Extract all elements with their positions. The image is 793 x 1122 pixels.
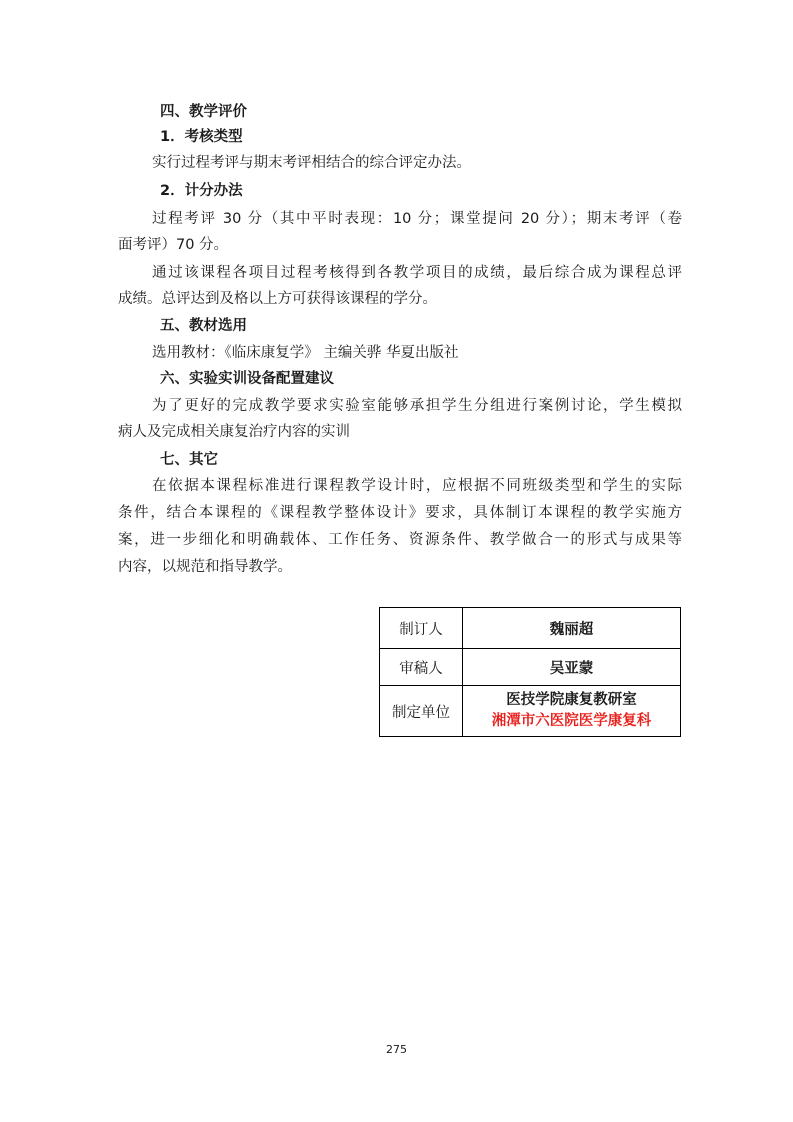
unit-value-cell [463,686,681,737]
section-6-title: 六、实验实训设备配置建议 [160,371,334,387]
reviewer-value: 吴亚蒙 [463,649,681,686]
signature-row-unit [380,686,681,737]
section-4-3-text-line-2: 成绩。总评达到及格以上方可获得该课程的学分。 [118,291,437,307]
page-number: 275 [386,1043,407,1056]
section-7-text-line-1: 在依据本课程标准进行课程教学设计时，应根据不同班级类型和学生的实际 [152,478,682,494]
signature-row-reviewer [380,649,681,686]
signature-row-drafter [380,608,681,649]
section-5-text: 选用教材：《临床康复学》 主编关骅 华夏出版社 [152,345,459,361]
section-4-2-title: 2．计分办法 [160,183,243,199]
section-5-title: 五、教材选用 [160,318,247,334]
drafter-label: 制订人 [380,608,463,649]
section-6-text-line-1: 为了更好的完成教学要求实验室能够承担学生分组进行案例讨论，学生模拟 [152,398,682,414]
section-4-3-text-line-1: 通过该课程各项目过程考核得到各教学项目的成绩，最后综合成为课程总评 [152,265,682,281]
reviewer-label: 审稿人 [380,649,463,686]
section-4-title: 四、教学评价 [160,104,247,120]
section-4-1-title: 1．考核类型 [160,129,243,145]
unit-label: 制定单位 [380,686,463,737]
section-4-1-text: 实行过程考评与期末考评相结合的综合评定办法。 [152,155,471,171]
drafter-value: 魏丽超 [463,608,681,649]
unit-value-primary: 医技学院康复教研室 [506,692,637,708]
section-7-text-line-3: 案，进一步细化和明确载体、工作任务、资源条件、教学做合一的形式与成果等 [118,532,682,548]
section-7-text-line-2: 条件，结合本课程的《课程教学整体设计》要求，具体制订本课程的教学实施方 [118,505,682,521]
section-4-2-text-line-2: 面考评）70 分。 [118,237,229,253]
signature-table [379,607,681,737]
section-7-title: 七、其它 [160,452,218,468]
section-4-2-text-line-1: 过程考评 30 分（其中平时表现：10 分；课堂提问 20 分）；期末考评（卷 [152,211,682,227]
unit-value-secondary: 湘潭市六医院医学康复科 [491,713,652,729]
section-6-text-line-2: 病人及完成相关康复治疗内容的实训 [118,424,350,440]
section-7-text-line-4: 内容，以规范和指导教学。 [118,559,292,575]
